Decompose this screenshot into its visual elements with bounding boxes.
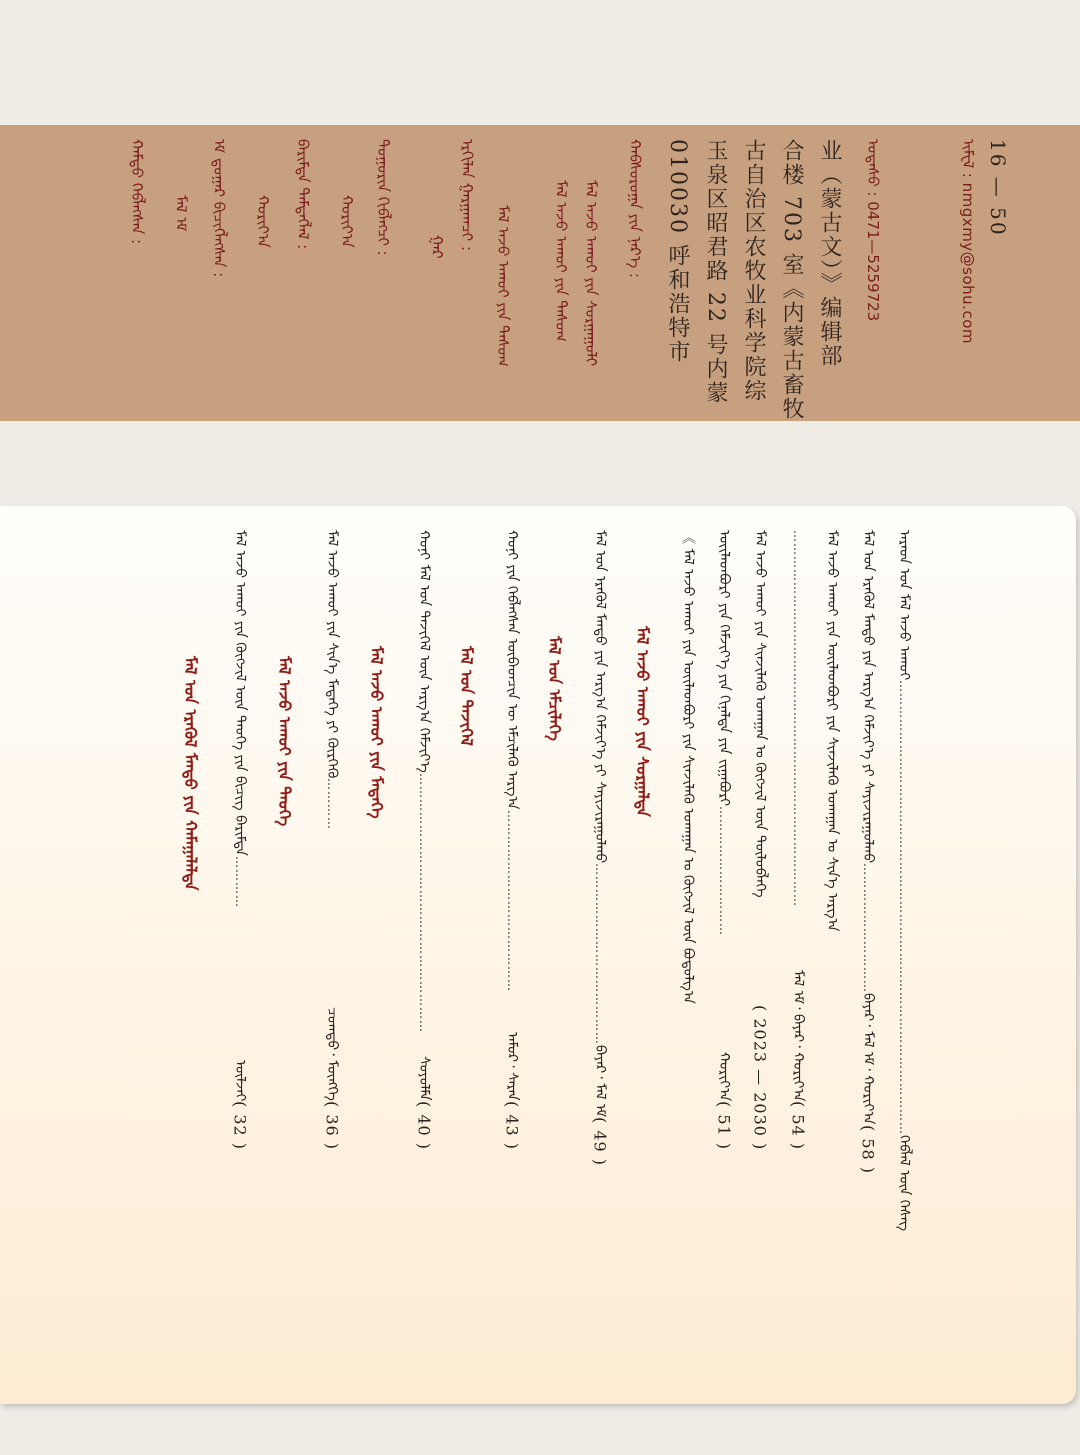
toc-section-heading-5: ᠮᠠᠯ ᠠᠵᠤ ᠠᠬᠤᠢ ᠶᠢᠨ ᠲᠡᠦᠬᠡ [275,656,294,827]
masthead-format: 16 — 50 [986,139,1010,237]
toc-entry-3[interactable] [820,530,844,1150]
toc-section-heading-3: ᠮᠠᠯ ᠤᠨ ᠲᠡᠵᠢᠭᠡᠯ [457,646,476,746]
toc-entry-6[interactable] [676,530,700,1150]
toc-entry-page: ( 36 ) [322,1100,342,1150]
toc-leader-dots: …………………………………………………………………………………………… [897,680,911,1136]
toc-entry-2[interactable] [856,530,880,1174]
masthead-line-sponsor-2: ᠮᠠᠯ ᠠᠵᠤ ᠠᠬᠤᠢ ᠶᠢᠨ ᠲᠠᠰᠤᠭ [552,180,570,342]
toc-entry-author: ᠪᠠᠶᠠᠷ᠂ ᠮᠠᠯ ᠡᠮ᠂ ᠬᠣᠷᠢᠶ᠎ᠠ [860,993,876,1125]
toc-entry-10[interactable] [320,530,344,1150]
masthead-band [0,125,1080,421]
masthead-line-reporter-name: ᠬᠣᠷᠢᠶ᠎ᠠ [254,195,272,248]
toc-leader-dots: …………………………………………………………………………… [791,530,805,907]
toc-entry-title: ᠮᠠᠯ ᠠᠵᠤ ᠠᠬᠤᠢ ᠶᠢᠨ ᠦᠢᠯᠡᠳᠪᠦᠷᠢ ᠶᠢᠨ ᠰᠢᠨᠵᠢᠯᠡᠬᠦ ᠤᠬᠠᠭᠠᠨ ᠤ ᠰᠢᠨ᠎ᠡ ᠠᠷᠭ᠎ᠠ [824,530,840,932]
masthead-line-editor-name: ᠭᠠᠷ [428,235,446,259]
masthead-line-publisher: ᠬᠠᠪᠰᠤᠷᠤᠭᠠ ᠶᠢᠨ ᠨᠡᠷ᠎ᠡ : [626,139,644,278]
masthead-line-sponsor-3: ᠮᠠᠯ ᠠᠵᠤ ᠠᠬᠤᠢ ᠶᠢᠨ ᠲᠠᠰᠤᠭ [494,205,512,367]
masthead-address-line-3: 古自治区农牧业科学院综 [741,139,766,403]
toc-entry-title: ᠮᠠᠯ ᠤᠨ ᠡᠷᠡᠭᠦᠯ ᠮᠡᠨᠳᠦ ᠶᠢᠨ ᠠᠷᠭ᠎ᠠ ᠬᠡᠮᠵᠢᠶ᠎ᠡ ᠶᠢ ᠰᠠᠶᠢᠵᠢᠷᠠᠭᠤᠯᠬᠤ [860,530,876,864]
masthead-line-registered-name: ᠮᠠᠯ ᠡᠮ [172,195,190,232]
masthead-line-cooperated: ᠬᠠᠮᠲᠤ ᠬᠡᠪᠯᠡᠭᠰᠡᠨ : [128,139,146,245]
toc-entry-author: ᠰᠣᠶᠣᠯᠮᠠ [416,1056,432,1101]
toc-entry-9[interactable] [412,530,436,1150]
toc-entry-title: ᠬᠣᠨᠢ ᠶᠢᠨ ᠬᠡᠪᠯᠡᠭᠰᠡᠨ ᠦᠪᠡᠳᠴᠢᠨ ᠦ ᠡᠮᠴᠢᠯᠡᠬᠦ ᠠᠷᠭ᠎ᠠ [504,530,520,810]
toc-entry-page: ( 58 ) [858,1124,878,1174]
toc-entry-title: 《 ᠮᠠᠯ ᠠᠵᠤ ᠠᠬᠤᠢ ᠶᠢᠨ ᠦᠢᠯᠡᠳᠪᠦᠷᠢ ᠶᠢᠨ ᠰᠢᠨᠵᠢᠯᠡᠬᠦ ᠤᠬᠠᠭᠠᠨ ᠤ ᠬᠦᠭᠵᠢᠯ ᠦᠨ ᠪᠤᠳᠤᠯᠭ᠎ᠠ [680,530,696,1004]
toc-entry-author: ᠠᠮᠤᠷ᠂ ᠰᠠᠷᠠᠨ [504,1032,520,1101]
toc-entry-title: ᠠᠷᠠᠳ ᠤᠨ ᠮᠠᠯ ᠠᠵᠤ ᠠᠬᠤᠢ [896,530,912,681]
toc-entry-author: ᠬᠣᠷᠢᠶ᠎ᠠ [716,1051,732,1101]
toc-section-heading-1: ᠮᠠᠯ ᠠᠵᠤ ᠠᠬᠤᠢ ᠶᠢᠨ ᠰᠤᠷᠭᠠᠯᠲᠠ [633,626,652,817]
toc-entry-title: ᠦᠢᠯᠡᠳᠪᠦᠷᠢ ᠶᠢᠨ ᠬᠡᠮᠵᠢᠶ᠎ᠡ ᠶᠢᠨ ᠬᠢᠨᠠᠯᠲᠠ ᠶᠢᠨ ᠵᠢᠭᠠᠪᠤᠷᠢ [716,530,732,807]
toc-entry-author: ᠮᠠᠯ ᠡᠮ᠂ ᠪᠠᠶᠠᠷ᠂ ᠬᠣᠷᠢᠶ᠎ᠠ [790,969,806,1101]
toc-entry-title: ᠮᠠᠯ ᠠᠵᠤ ᠠᠬᠤᠢ ᠶᠢᠨ ᠰᠢᠨ᠎ᠡ ᠮᠡᠳᠡᠭᠡ ᠶᠢ ᠬᠦᠷᠭᠡᠬᠦ [324,530,340,779]
masthead-line-editor: ᠡᠷᠬᠢᠯᠡᠨ ᠭᠠᠷᠭᠠᠭᠴᠢ : [458,139,476,252]
masthead-line-designer-name: ᠬᠣᠷᠢᠶ᠎ᠠ [338,195,356,248]
toc-entry-page: ( 49 ) [590,1117,610,1167]
masthead-line-reporter: ᠪᠠᠷᠢᠮᠲᠠ ᠲᠡᠮᠳᠡᠭᠯᠡᠯ : [294,139,312,250]
toc-entry-author: ᠪᠠᠶᠠᠷ᠂ ᠮᠠᠯ ᠡᠮ [592,1045,608,1118]
toc-entry-11[interactable] [228,530,252,1150]
toc-entry-years: ( 2023 — 2030 ) [750,1004,770,1150]
toc-entry-title: ᠮᠠᠯ ᠤᠨ ᠡᠷᠡᠭᠦᠯ ᠮᠡᠨᠳᠦ ᠶᠢᠨ ᠠᠷᠭ᠎ᠠ ᠬᠡᠮᠵᠢᠶ᠎ᠡ ᠶᠢ ᠰᠠᠶᠢᠵᠢᠷᠠᠭᠤᠯᠬᠤ [592,530,608,864]
toc-leader-dots: ………… [325,778,339,831]
toc-leader-dots: ………………………… [861,863,875,994]
toc-entry-page: ( 40 ) [414,1100,434,1150]
toc-leader-dots: …………………………………… [505,809,519,992]
toc-entry-page: ( 54 ) [788,1100,808,1150]
toc-entry-title: ᠮᠠᠯ ᠠᠵᠤ ᠠᠬᠤᠢ ᠶᠢᠨ ᠰᠢᠨᠵᠢᠯᠡᠬᠦ ᠤᠬᠠᠭᠠᠨ ᠤ ᠬᠦᠭᠵᠢᠯ ᠦᠨ ᠲᠥᠯᠦᠪᠯᠡᠭᠡ [752,530,768,898]
toc-card [0,506,1076,1404]
toc-entry-3-cont[interactable] [786,530,810,1150]
toc-entry-page: ( 43 ) [502,1100,522,1150]
masthead-line-designer: ᠲᠣᠭᠣᠷᠢᠨ ᠬᠢᠪᠯᠡᠭᠴᠢ : [374,139,392,256]
masthead-address-line-5: 010030 呼和浩特市 [665,139,690,364]
toc-entry-page: ( 32 ) [230,1100,250,1150]
masthead-address-line-2: 合楼 703 室《内蒙古畜牧 [779,139,804,421]
masthead-phone: ᠤᠲᠠᠰᠤ : 0471—5259723 [864,139,882,322]
toc-leader-dots: …………………………………… [593,863,607,1046]
masthead-email-label: ᠢᠮᠸᠯ : nmgxmy@sohu.com [959,139,977,344]
toc-section-heading-4: ᠮᠠᠯ ᠠᠵᠤ ᠠᠬᠤᠢ ᠶᠢᠨ ᠮᠡᠳᠡᠭᠡ [367,646,386,819]
toc-leader-dots: ………………………… [717,806,731,937]
toc-entry-title: ᠮᠠᠯ ᠠᠵᠤ ᠠᠬᠤᠢ ᠶᠢᠨ ᠬᠥᠭᠵᠢᠯ ᠦᠨ ᠲᠡᠦᠬᠡ ᠶᠢᠨ ᠪᠢᠴᠢᠭ ᠪᠠᠷᠢᠮᠲᠠ [232,530,248,856]
masthead-address-line-1: 业（蒙古文）》编辑部 [817,139,842,368]
toc-entry-5[interactable] [712,530,736,1150]
toc-entry-author: ᠦᠯᠵᠡᠢ [232,1059,248,1101]
masthead-line-registered: ᠡᠮ ᠳ᠋ᠤᠭᠠᠷ ᠪᠢᠴᠢᠭᠯᠡᠭᠰᠡᠨ : [210,139,228,278]
masthead-address-line-4: 玉泉区昭君路 22 号内蒙 [703,139,728,405]
toc-entry-author: ᠴᠣᠭᠲᠤ᠂ ᠮᠥᠩᠬᠡ [324,1007,340,1101]
toc-section-heading-2: ᠮᠠᠯ ᠤᠨ ᠡᠮᠴᠢᠯᠡᠭᠡ [545,636,564,741]
masthead-line-sponsor-1: ᠮᠠᠯ ᠠᠵᠤ ᠠᠬᠤᠢ ᠶᠢᠨ ᠰᠤᠷᠭᠠᠭᠤᠯᠢ [582,180,600,367]
toc-entry-4[interactable] [748,530,772,1150]
toc-entry-author: ᠬᠡᠪᠯᠡᠯ ᠦᠨ ᠬᠡᠰᠡᠭ [896,1135,912,1232]
toc-leader-dots: ………… [233,855,247,908]
toc-entry-page: ( 51 ) [714,1100,734,1150]
toc-leader-dots: …………………………………………………… [417,772,431,1033]
toc-entry-1[interactable] [892,530,916,1232]
toc-section-heading-6: ᠮᠠᠯ ᠤᠨ ᠡᠷᠡᠭᠦᠯ ᠮᠡᠨᠳᠦ ᠶᠢᠨ ᠬᠠᠮᠠᠭᠠᠯᠠᠯᠲᠠ [181,656,200,891]
toc-entry-7[interactable] [588,530,612,1167]
toc-entry-title: ᠬᠣᠨᠢ ᠮᠠᠯ ᠤᠨ ᠲᠡᠵᠢᠭᠡᠯ ᠦᠨ ᠠᠷᠭ᠎ᠠ ᠬᠡᠮᠵᠢᠶ᠎ᠡ [416,530,432,773]
toc-entry-8[interactable] [500,530,524,1150]
